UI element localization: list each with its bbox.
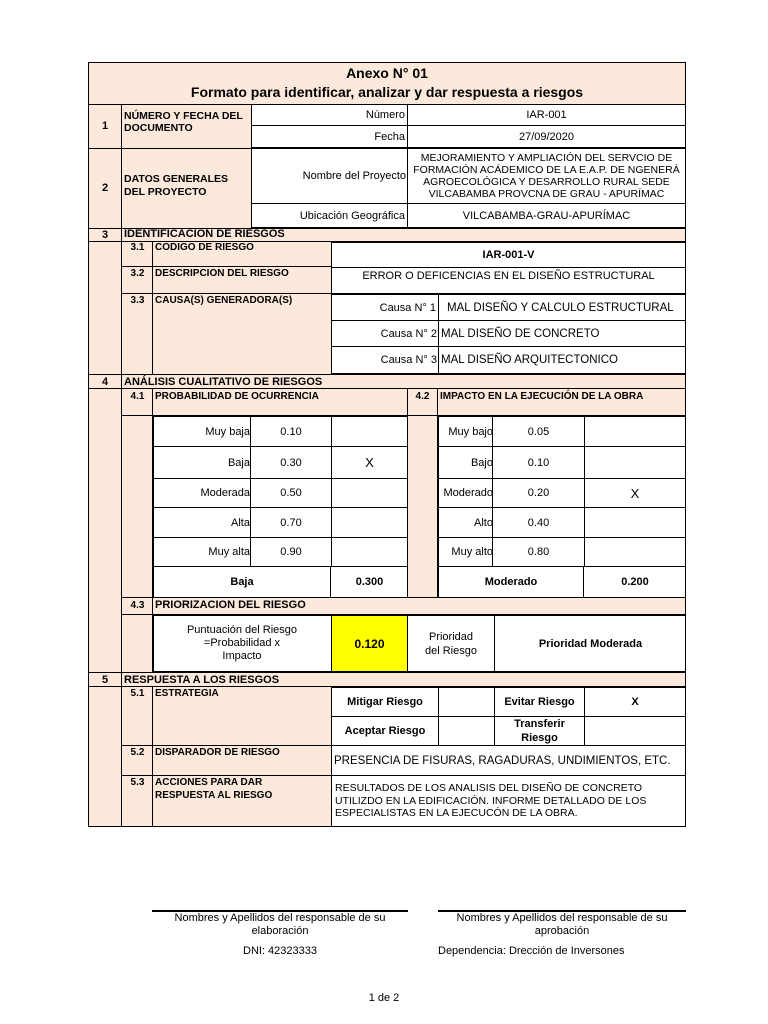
nombre-proyecto-value: MEJORAMIENTO Y AMPLIACIÓN DEL SERVCIO DE FORMACIÓN ACÁDEMICO DE LA E.A.P. DE NGENERÁ AGROECOLÓGICA Y DESARROLLO RURAL SEDE VILCABAMBA PROVCNA DE GRAU - APURÍMAC: [407, 148, 686, 204]
evitar-riesgo-mark[interactable]: X: [584, 687, 686, 717]
page-number: 1 de 2: [368, 992, 400, 1004]
impacto-level-mark[interactable]: [584, 416, 686, 447]
causa-2-label: Causa N° 2: [380, 327, 437, 340]
priorizacion-number: 4.3: [130, 599, 145, 611]
signature-left-dni: DNI: 42323333: [243, 945, 317, 957]
annex-title: Anexo N° 01: [346, 65, 428, 81]
numero-label: Número: [365, 109, 405, 121]
probabilidad-level-mark[interactable]: [331, 507, 408, 538]
probabilidad-level-mark[interactable]: [331, 537, 408, 567]
transferir-riesgo-mark[interactable]: [584, 716, 686, 746]
impacto-result-value: 0.200: [621, 576, 649, 588]
puntuacion-label: [153, 615, 331, 672]
transferir-line2: Riesgo: [521, 732, 558, 744]
impacto-level-value: 0.20: [492, 478, 585, 508]
signature-left-line2: elaboración: [251, 925, 309, 937]
aceptar-riesgo-label: Aceptar Riesgo: [331, 716, 439, 746]
codigo-label: CODIGO DE RIESGO: [155, 241, 254, 253]
section-1-number: 1: [101, 120, 109, 132]
impacto-level-mark[interactable]: [584, 446, 686, 479]
probabilidad-level-label: Muy alta: [208, 546, 250, 558]
impacto-level-value: 0.80: [492, 537, 585, 567]
impacto-level-label: Moderado: [443, 487, 493, 499]
subnum-column-divider-4: [122, 389, 153, 672]
impacto-level-label: Alto: [474, 516, 493, 529]
nombre-proyecto-label: Nombre del Proyecto: [302, 170, 406, 182]
section-2-label: [124, 173, 250, 203]
priorizacion-title: PRIORIZACION DEL RIESGO: [155, 599, 306, 611]
causa-2-value: MAL DISEÑO DE CONCRETO: [438, 320, 686, 347]
numero-value: IAR-001: [407, 104, 686, 126]
signature-left-caption: [152, 912, 408, 942]
probabilidad-number: 4.1: [130, 390, 145, 402]
prioridad-value: Prioridad Moderada: [538, 637, 643, 650]
impacto-divider: [407, 389, 438, 598]
impacto-level-mark[interactable]: [584, 537, 686, 567]
signature-right-line1: Nombres y Apellidos del responsable de su: [456, 912, 668, 924]
acciones-label-line1: ACCIONES PARA DAR: [155, 777, 263, 788]
descripcion-number: 3.2: [130, 267, 145, 279]
probabilidad-level-label: Alta: [231, 516, 250, 529]
impacto-number: 4.2: [415, 390, 430, 402]
aceptar-riesgo-mark[interactable]: [438, 716, 495, 746]
descripcion-label: DESCRIPCION DEL RIESGO: [155, 267, 289, 279]
probabilidad-level-value: 0.70: [250, 507, 332, 538]
impacto-level-value: 0.05: [492, 416, 585, 447]
impacto-level-mark[interactable]: [584, 507, 686, 538]
ubicacion-label: Ubicación Geográfica: [299, 209, 405, 222]
mitigar-riesgo-label: Mitigar Riesgo: [331, 687, 439, 717]
probabilidad-level-label: Baja: [227, 456, 250, 469]
impacto-level-label: Muy bajo: [448, 425, 493, 438]
descripcion-value: ERROR O DEFICENCIAS EN EL DISEÑO ESTRUCTURAL: [331, 267, 686, 294]
transferir-line1: Transferir: [514, 718, 565, 730]
section-2-label-line1: DATOS GENERALES: [124, 173, 229, 185]
puntuacion-line3: Impacto: [222, 650, 262, 662]
impacto-result-label: Moderado: [484, 576, 538, 588]
fecha-label: Fecha: [374, 130, 405, 143]
section-1-label: NÚMERO Y FECHA DEL DOCUMENTO: [124, 110, 243, 134]
signature-right-dependencia: Dependencia: Drección de Inversones: [438, 945, 625, 957]
codigo-number: 3.1: [130, 241, 145, 253]
prioridad-line1: Prioridad: [428, 630, 474, 643]
section-3-title: IDENTIFICACION DE RIESGOS: [124, 228, 285, 240]
probabilidad-result-value: 0.300: [355, 576, 384, 588]
section-5-title: RESPUESTA A LOS RIESGOS: [124, 673, 280, 686]
mitigar-riesgo-mark[interactable]: [438, 687, 495, 717]
impacto-title: IMPACTO EN LA EJECUCIÓN DE LA OBRA: [440, 390, 644, 402]
section-4-number: 4: [101, 375, 109, 388]
causas-label: CAUSA(S) GENERADORA(S): [155, 294, 293, 306]
section-2-label-line2: DEL PROYECTO: [124, 186, 207, 198]
causa-1-label: Causa N° 1: [379, 301, 436, 314]
impacto-level-value: 0.40: [492, 507, 585, 538]
codigo-value: IAR-001-V: [331, 242, 686, 268]
section-2-number: 2: [101, 182, 109, 194]
prioridad-label: [408, 615, 495, 672]
section-3-number: 3: [101, 229, 109, 241]
prioridad-line2: del Riesgo: [425, 644, 477, 657]
estrategia-label: ESTRATEGIA: [155, 688, 219, 699]
probabilidad-title: PROBABILIDAD DE OCURRENCIA: [155, 390, 319, 402]
signature-right-caption: [438, 912, 686, 942]
probabilidad-level-mark[interactable]: [331, 416, 408, 447]
ubicacion-value: VILCABAMBA-GRAU-APURÍMAC: [407, 203, 686, 228]
probabilidad-level-value: 0.10: [250, 416, 332, 447]
estrategia-number: 5.1: [130, 688, 145, 699]
puntuacion-line1: Puntuación del Riesgo: [186, 624, 298, 636]
section-5-number: 5: [101, 673, 109, 686]
evitar-riesgo-label: Evitar Riesgo: [494, 687, 585, 717]
signature-right-line2: aprobación: [534, 925, 590, 937]
signature-left-line1: Nombres y Apellidos del responsable de su: [174, 912, 386, 924]
disparador-value: PRESENCIA DE FISURAS, RAGADURAS, UNDIMIENTOS, ETC.: [331, 745, 686, 776]
disparador-label: DISPARADOR DE RIESGO: [155, 746, 280, 758]
acciones-label-line2: RESPUESTA AL RIESGO: [155, 790, 273, 801]
probabilidad-level-value: 0.90: [250, 537, 332, 567]
puntuacion-line2: =Probabilidad x: [203, 637, 281, 649]
probabilidad-level-label: Moderada: [200, 487, 250, 499]
impacto-level-label: Bajo: [470, 456, 493, 469]
impacto-level-mark[interactable]: X: [630, 485, 640, 501]
puntuacion-value: 0.120: [331, 615, 408, 672]
impacto-level-label: Muy alto: [451, 546, 493, 558]
form-title: Formato para identificar, analizar y dar respuesta a riesgos: [190, 84, 584, 100]
causa-3-value: MAL DISEÑO ARQUITECTONICO: [438, 346, 686, 374]
acciones-value: RESULTADOS DE LOS ANALISIS DEL DISEÑO DE CONCRETO UTILIZDO EN LA EDIFICACIÓN. INFORME DETALLADO DE LOS ESPECIALISTAS EN LA EJECUCÓN DE LA OBRA.: [331, 775, 686, 827]
probabilidad-result-label: Baja: [230, 576, 254, 588]
subnum-column-divider-3: [122, 242, 153, 374]
fecha-value: 27/09/2020: [407, 125, 686, 148]
section-4-title: ANÁLISIS CUALITATIVO DE RIESGOS: [124, 375, 323, 388]
causas-number: 3.3: [130, 294, 145, 306]
probabilidad-level-mark[interactable]: X: [365, 455, 374, 470]
causa-1-value: MAL DISEÑO Y CALCULO ESTRUCTURAL: [438, 294, 686, 321]
causa-3-label: Causa N° 3: [380, 354, 437, 366]
acciones-label: [155, 776, 330, 802]
probabilidad-level-value: 0.50: [250, 478, 332, 508]
disparador-number: 5.2: [130, 746, 145, 758]
transferir-riesgo-label: [494, 716, 585, 746]
probabilidad-level-value: 0.30: [250, 446, 332, 479]
probabilidad-level-mark[interactable]: [331, 478, 408, 508]
impacto-level-value: 0.10: [492, 446, 585, 479]
probabilidad-level-label: Muy baja: [205, 425, 250, 438]
acciones-number: 5.3: [130, 777, 145, 788]
